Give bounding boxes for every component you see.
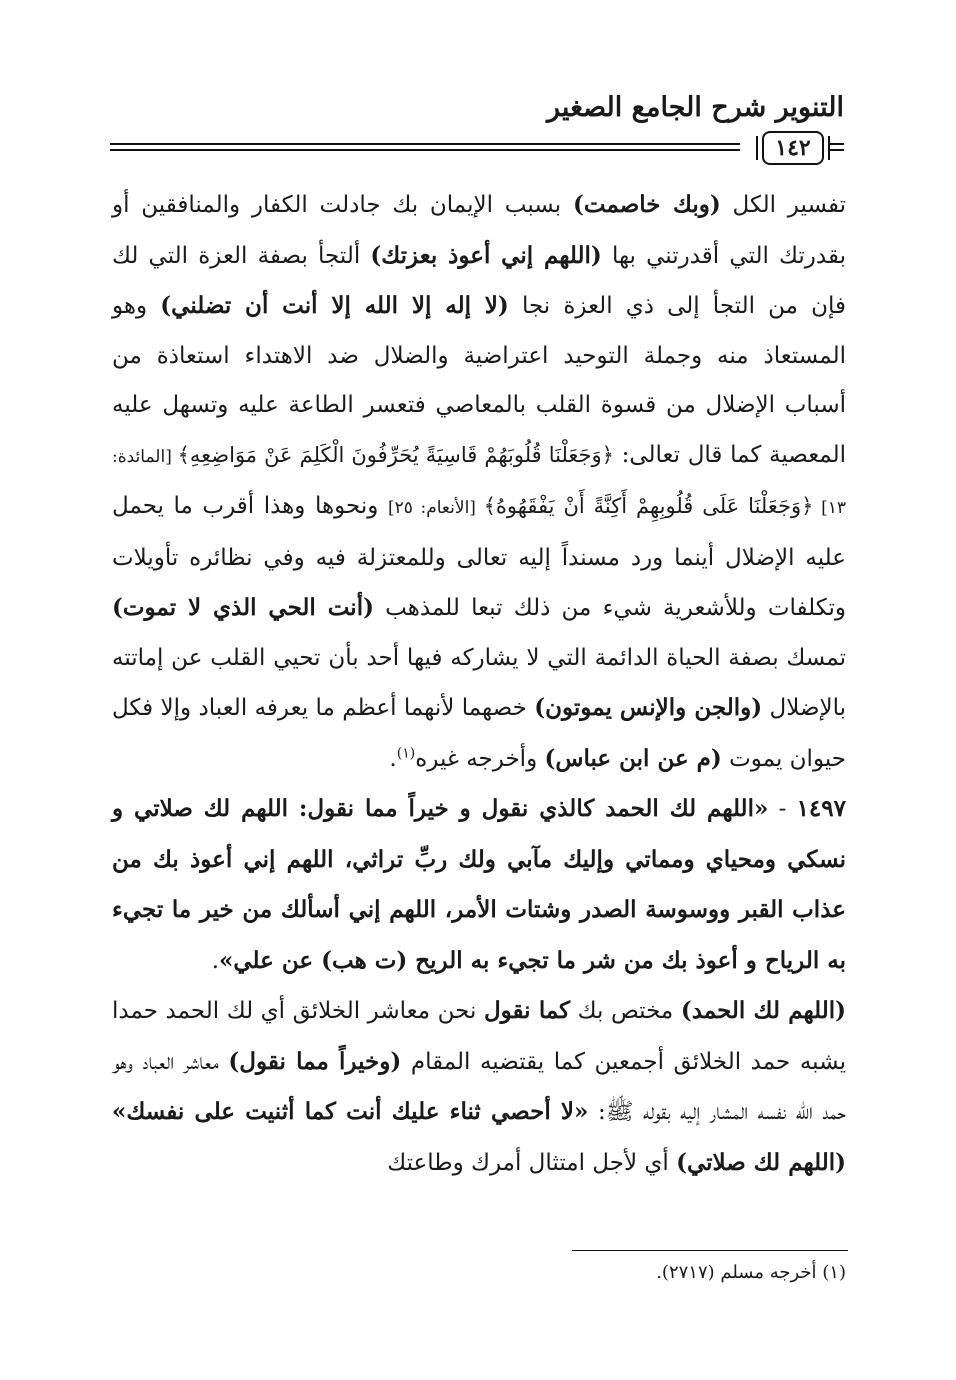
verse-reference: [المائدة: ١٣] <box>112 446 846 518</box>
hadith-quote: كما نقول <box>483 997 571 1024</box>
hadith-number: ١٤٩٧ <box>796 795 846 822</box>
header-rule-end-mark <box>830 141 844 155</box>
running-header-title: التنوير شرح الجامع الصغير <box>547 92 844 123</box>
hadith-quote: (اللهم إني أعوذ بعزتك) <box>370 241 602 269</box>
hadith-quote: (أنت الحي الذي لا تموت) <box>112 594 374 621</box>
header-double-rule <box>110 143 740 153</box>
source-citation: (م عن ابن عباس) <box>544 744 722 772</box>
footnote-reference: (١) <box>396 744 416 761</box>
page-number: ١٤٢ <box>762 131 824 165</box>
header-rule-line <box>110 149 740 151</box>
hadith-quote: (لا إله إلا الله إلا أنت أن تضلني) <box>160 292 509 319</box>
hadith-quote: (وخيراً مما نقول) <box>228 1047 402 1075</box>
quran-verse: ﴿وَجَعَلْنَا عَلَى قُلُوبِهِمْ أَكِنَّةً أَنْ يَفْقَهُوهُ﴾ <box>483 494 814 518</box>
main-text <box>112 180 846 1188</box>
hadith-quote: (اللهم لك صلاتي) <box>676 1148 846 1176</box>
hadith-quote: (والجن والإنس يموتون) <box>534 694 763 721</box>
verse-reference: [الأنعام: ٢٥] <box>387 498 484 518</box>
hadith-quote: (وبك خاصمت) <box>572 191 721 218</box>
footnote-separator <box>572 1250 848 1251</box>
quran-verse: ﴿وَجَعَلْنَا قُلُوبَهُمْ قَاسِيَةً يُحَرِّفُونَ الْكَلِمَ عَنْ مَوَاضِعِهِ﴾ <box>177 442 614 467</box>
hadith-paragraph: ١٤٩٧ - «اللهم لك الحمد كالذي نقول و خيراً مما نقول: اللهم لك صلاتي و نسكي ومحياي ومماتي وإليك مآبي ولك ربِّ تراثي، اللهم إني أعوذ بك من عذاب القبر ووسوسة الصدر وشتات الأمر، اللهم إني أسألك من خير ما تجيء به الرياح و أعوذ بك من شر ما تجيء به الريح (ت هب) عن علي». <box>112 795 846 974</box>
commentary-paragraph: تفسير الكل (وبك خاصمت) بسبب الإيمان بك جادلت الكفار والمنافقين أو بقدرتك التي أقدرتني بها (اللهم إني أعوذ بعزتك) ألتجأ بصفة العزة التي لك فإن من التجأ إلى ذي العزة نجا (لا إله إلا الله إلا أنت أن تضلني) وهو المستعاذ منه وجملة التوحيد اعتراضية والضلال ضد الاهتداء استعاذة من أسباب الإضلال من قسوة القلب بالمعاصي فتعسر الطاعة عليه وتسهل عليه المعصية كما قال تعالى: ﴿وَجَعَلْنَا قُلُوبَهُمْ قَاسِيَةً يُحَرِّفُونَ الْكَلِمَ عَنْ مَوَاضِعِهِ﴾ [المائدة: ١٣] ﴿وَجَعَلْنَا عَلَى قُلُوبِهِمْ أَكِنَّةً أَنْ يَفْقَهُوهُ﴾ [الأنعام: ٢٥] ونحوها وهذا أقرب ما يحمل عليه الإضلال أينما ورد مسنداً إليه تعالى وللمعتزلة فيه وفي نظائره تأويلات وتكلفات وللأشعرية شيء من ذلك تبعا للمذهب (أنت الحي الذي لا تموت) تمسك بصفة الحياة الدائمة التي لا يشاركه فيها أحد بأن تحيي القلب عن إماتته بالإضلال (والجن والإنس يموتون) خصهما لأنهما أعظم ما يعرفه العباد وإلا فكل حيوان يموت (م عن ابن عباس) وأخرجه غيره$^{(١)}$. <box>112 191 847 772</box>
header-rule-line <box>110 143 740 145</box>
footnote: (١) أخرجه مسلم (٢٧١٧). <box>656 1262 846 1283</box>
hadith-text: «اللهم لك الحمد كالذي نقول و خيراً مما نقول: اللهم لك صلاتي و نسكي ومحياي ومماتي وإليك مآبي ولك ربِّ تراثي، اللهم إني أعوذ بك من عذاب القبر ووسوسة الصدر وشتات الأمر، اللهم إني أسألك من خير ما تجيء به الرياح و أعوذ بك من شر ما تجيء به الريح (ت هب) عن علي» <box>112 795 846 974</box>
prophetic-quote: «لا أحصي ثناء عليك أنت كما أثنيت على نفسك» <box>112 1098 589 1125</box>
hadith-quote: (اللهم لك الحمد) <box>680 997 846 1024</box>
commentary-paragraph: (اللهم لك الحمد) مختص بك كما نقول نحن معاشر الخلائق أي لك الحمد حمدا يشبه حمد الخلائق أجمعين كما يقتضيه المقام (وخيراً مما نقول) معاشر العباد وهو حمد الله نفسه المشار إليه بقوله ﷺ: «لا أحصي ثناء عليك أنت كما أثنيت على نفسك» (اللهم لك صلاتي) أي لأجل امتثال أمرك وطاعتك <box>112 997 847 1176</box>
